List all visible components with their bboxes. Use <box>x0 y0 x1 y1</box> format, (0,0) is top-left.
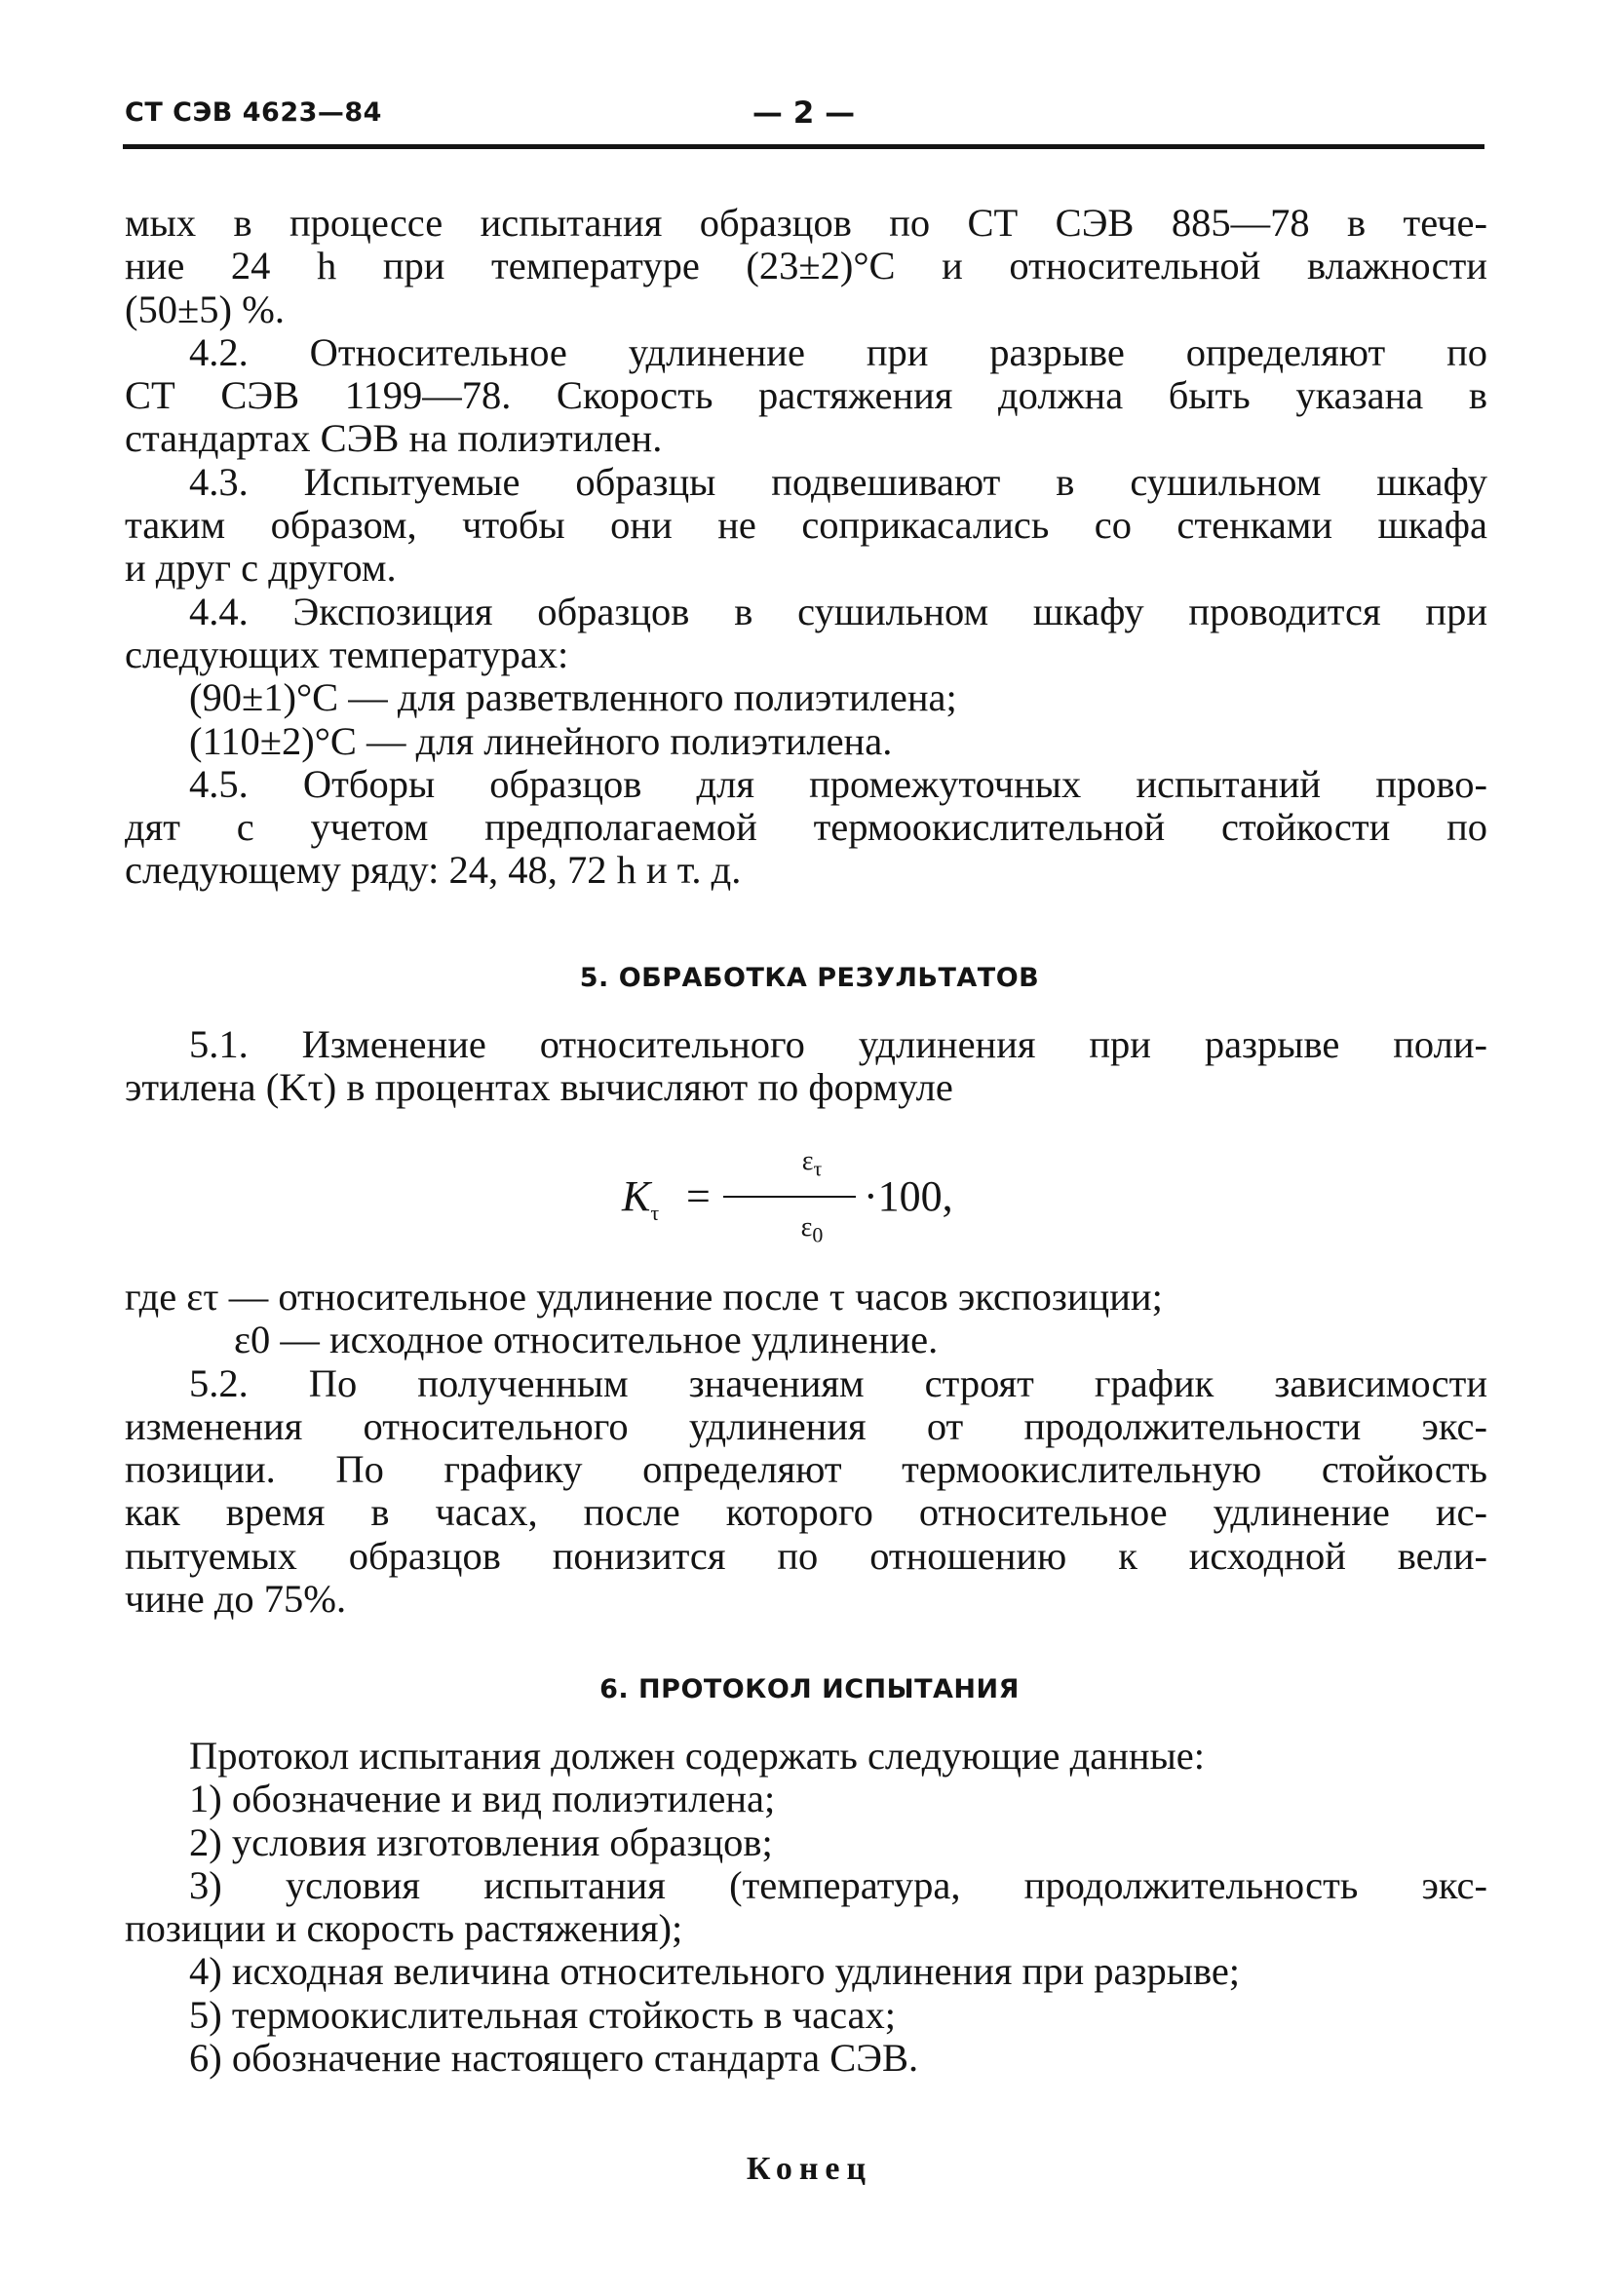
formula-denominator: $\varepsilon_0$ <box>800 1212 824 1247</box>
text-line: 4) исходная величина относительного удлинения при разрыве; <box>189 1949 1241 1994</box>
text-line: следующих температурах: <box>125 631 569 676</box>
text-line: позиции и скорость растяжения); <box>125 1906 683 1951</box>
text-line: стандартах СЭВ на полиэтилен. <box>125 416 663 461</box>
text-line: СТ СЭВ 1199—78. Скорость растяжения должна быть указана в <box>125 373 1487 418</box>
end-marker: Конец <box>746 2151 873 2187</box>
text-line: (110±2)°С — для линейного полиэтилена. <box>189 718 893 763</box>
text-line: этилена (Kτ) в процентах вычисляют по формуле <box>125 1065 953 1110</box>
text-line: Протокол испытания должен содержать следующие данные: <box>189 1734 1206 1778</box>
formula-multiplier: ·100, <box>864 1172 953 1220</box>
section-5-1-text <box>125 1023 1487 1110</box>
text-line: как время в часах, после которого относительное удлинение ис- <box>125 1490 1487 1535</box>
text-line: ние 24 h при температуре (23±2)°С и относительной влажности <box>125 244 1487 288</box>
text-line: где ετ — относительное удлинение после τ часов экспозиции; <box>125 1275 1163 1319</box>
text-line: 2) условия изготовления образцов; <box>189 1819 773 1864</box>
page-number: — 2 — <box>752 96 856 131</box>
formula-equals: = <box>686 1172 711 1220</box>
text-line: 4.2. Относительное удлинение при разрыве определяют по <box>189 329 1487 374</box>
text-line: ε0 — исходное относительное удлинение. <box>234 1318 939 1362</box>
text-line: 4.5. Отборы образцов для промежуточных испытаний прово- <box>189 761 1487 806</box>
text-line: позиции. По графику определяют термоокислительную стойкость <box>125 1447 1487 1492</box>
section-5-heading: 5. ОБРАБОТКА РЕЗУЛЬТАТОВ <box>579 963 1040 993</box>
text-line: 6) обозначение настоящего стандарта СЭВ. <box>189 2036 919 2081</box>
fraction-bar <box>723 1196 856 1198</box>
text-line: 5.2. По полученным значениям строят график зависимости <box>189 1360 1487 1405</box>
standard-designation: СТ СЭВ 4623—84 <box>125 97 382 128</box>
text-line: 5) термоокислительная стойкость в часах; <box>189 1992 897 2037</box>
header-rule <box>123 144 1484 149</box>
text-line: 4.4. Экспозиция образцов в сушильном шкафу проводится при <box>189 589 1487 633</box>
text-line: чине до 75%. <box>125 1577 347 1622</box>
page-header <box>125 97 1483 140</box>
section-6-heading: 6. ПРОТОКОЛ ИСПЫТАНИЯ <box>599 1674 1020 1704</box>
section-5-2-text <box>125 1276 1487 1621</box>
text-line: 1) обозначение и вид полиэтилена; <box>189 1777 776 1821</box>
text-line: мых в процессе испытания образцов по СТ СЭВ 885—78 в тече- <box>125 201 1487 245</box>
text-line: пытуемых образцов понизится по отношению к исходной вели- <box>125 1533 1487 1578</box>
text-line: таким образом, чтобы они не соприкасались со стенками шкафа <box>125 503 1487 548</box>
formula-lhs: $K_\tau$ <box>622 1172 660 1225</box>
text-line: 5.1. Изменение относительного удлинения при разрыве поли- <box>189 1022 1487 1066</box>
text-line: следующему ряду: 24, 48, 72 h и т. д. <box>125 848 742 893</box>
text-line: 3) условия испытания (температура, продолжительность экс- <box>189 1862 1487 1907</box>
text-line: и друг с другом. <box>125 546 397 591</box>
text-line: (50±5) %. <box>125 287 285 331</box>
text-line: дят с учетом предполагаемой термоокислительной стойкости по <box>125 805 1487 850</box>
section-4-text <box>125 202 1487 893</box>
text-line: изменения относительного удлинения от продолжительности экс- <box>125 1403 1487 1448</box>
formula-numerator: $\varepsilon_\tau$ <box>801 1146 823 1181</box>
formula <box>622 1146 953 1263</box>
section-6-text <box>125 1735 1487 2080</box>
text-line: 4.3. Испытуемые образцы подвешивают в сушильном шкафу <box>189 459 1487 504</box>
text-line: (90±1)°С — для разветвленного полиэтилена; <box>189 675 957 720</box>
